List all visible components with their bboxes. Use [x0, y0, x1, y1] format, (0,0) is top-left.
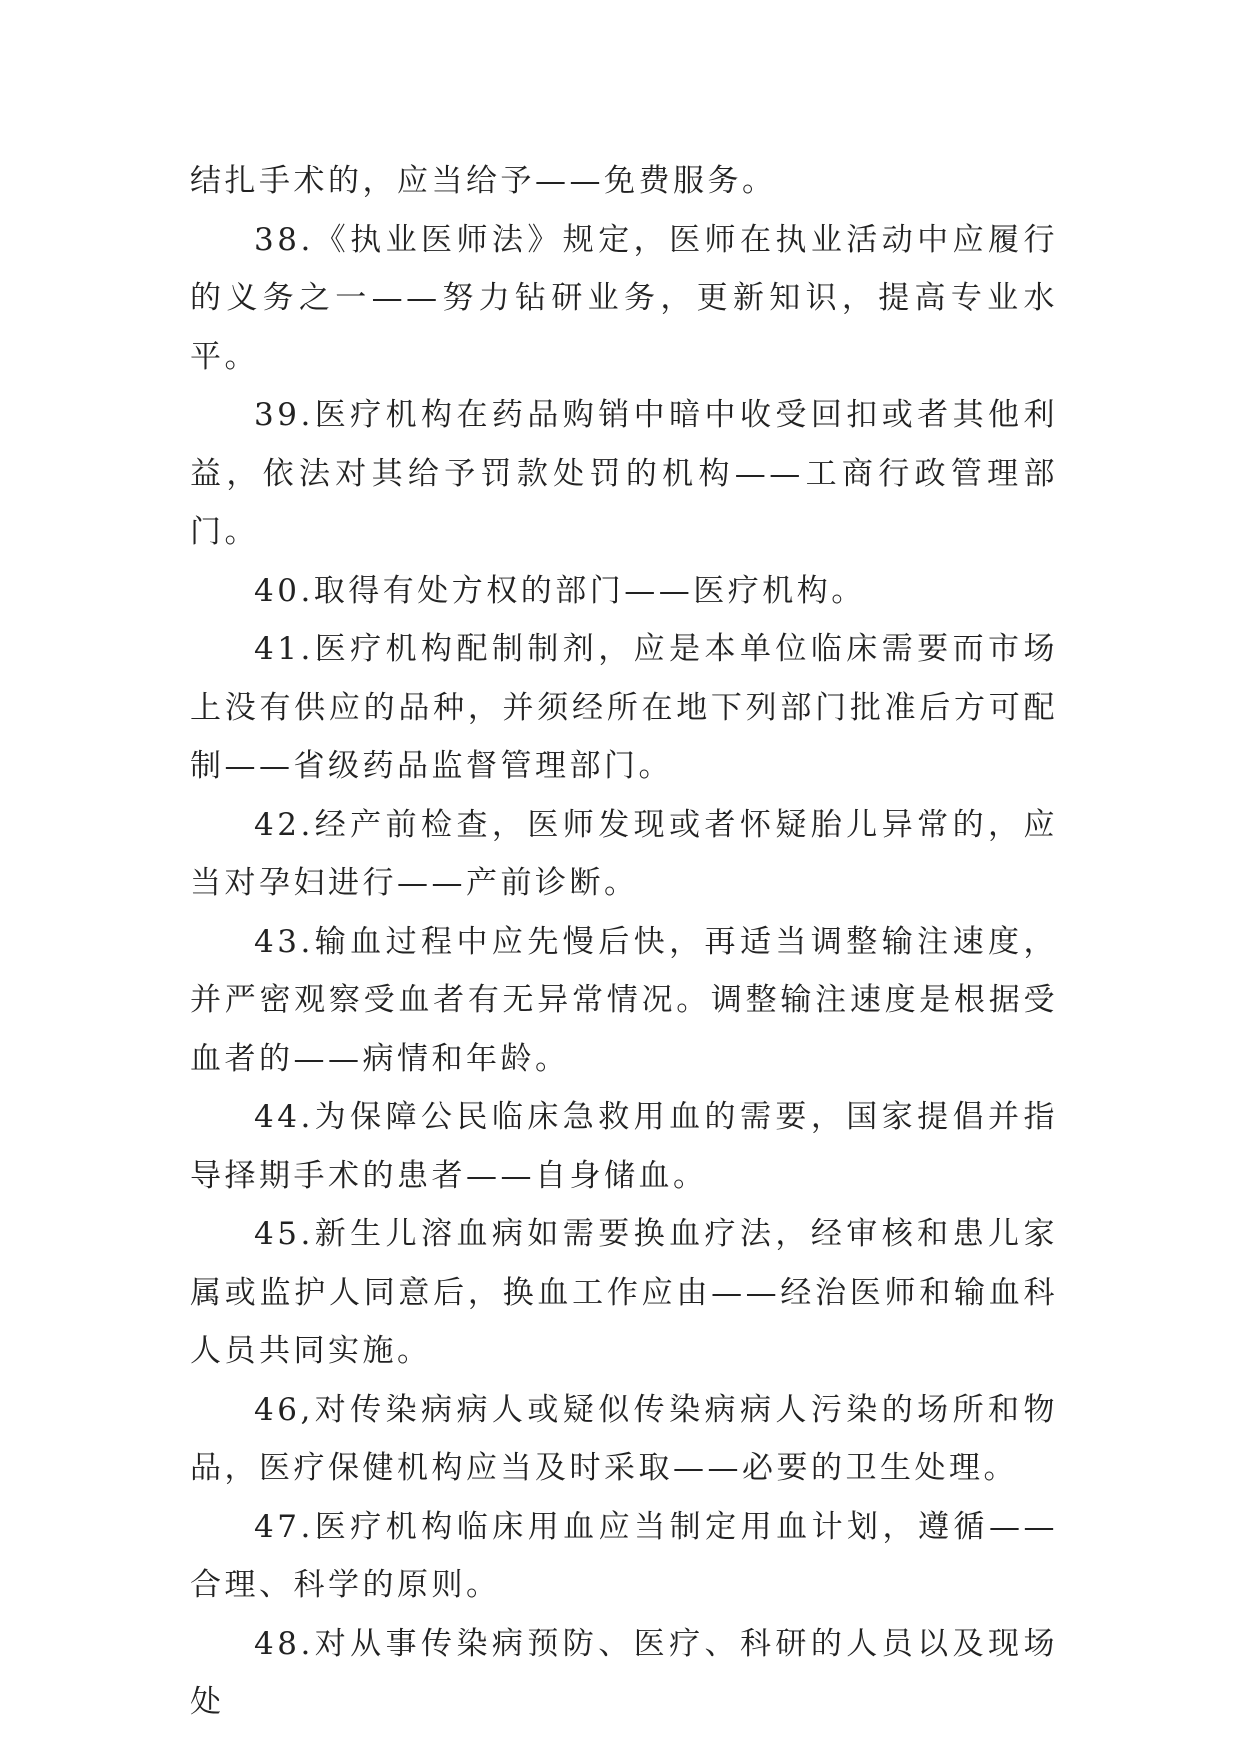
- paragraph-item-40: 40.取得有处方权的部门——医疗机构。: [254, 572, 866, 609]
- paragraph-item-46: 46,对传染病病人或疑似传染病病人污染的场所和物品，医疗保健机构应当及时采取——必要的卫生处理。: [190, 1391, 1058, 1486]
- paragraph-item-41: 41.医疗机构配制制剂，应是本单位临床需要而市场上没有供应的品种，并须经所在地下列部门批准后方可配制——省级药品监督管理部门。: [190, 631, 1058, 784]
- paragraph-item-38: 38.《执业医师法》规定，医师在执业活动中应履行的义务之一——努力钻研业务，更新知识，提高专业水平。: [190, 221, 1058, 375]
- paragraph-item-43: 43.输血过程中应先慢后快，再适当调整输注速度，并严密观察受血者有无异常情况。调整输注速度是根据受血者的——病情和年龄。: [190, 923, 1058, 1077]
- paragraph-item-39: 39.医疗机构在药品购销中暗中收受回扣或者其他利益，依法对其给予罚款处罚的机构——工商行政管理部门。: [190, 397, 1058, 550]
- paragraph-item-45: 45.新生儿溶血病如需要换血疗法，经审核和患儿家属或监护人同意后，换血工作应由——经治医师和输血科人员共同实施。: [190, 1216, 1058, 1369]
- paragraph-continuation: 结扎手术的，应当给予——免费服务。: [190, 163, 777, 199]
- paragraph-item-47: 47.医疗机构临床用血应当制定用血计划，遵循——合理、科学的原则。: [190, 1508, 1058, 1603]
- paragraph-item-42: 42.经产前检查，医师发现或者怀疑胎儿异常的，应当对孕妇进行——产前诊断。: [190, 806, 1058, 901]
- paragraph-item-48: 48.对从事传染病预防、医疗、科研的人员以及现场处: [190, 1625, 1058, 1720]
- paragraph-item-44: 44.为保障公民临床急救用血的需要，国家提倡并指导择期手术的患者——自身储血。: [190, 1099, 1058, 1194]
- document-body: [190, 152, 1058, 1732]
